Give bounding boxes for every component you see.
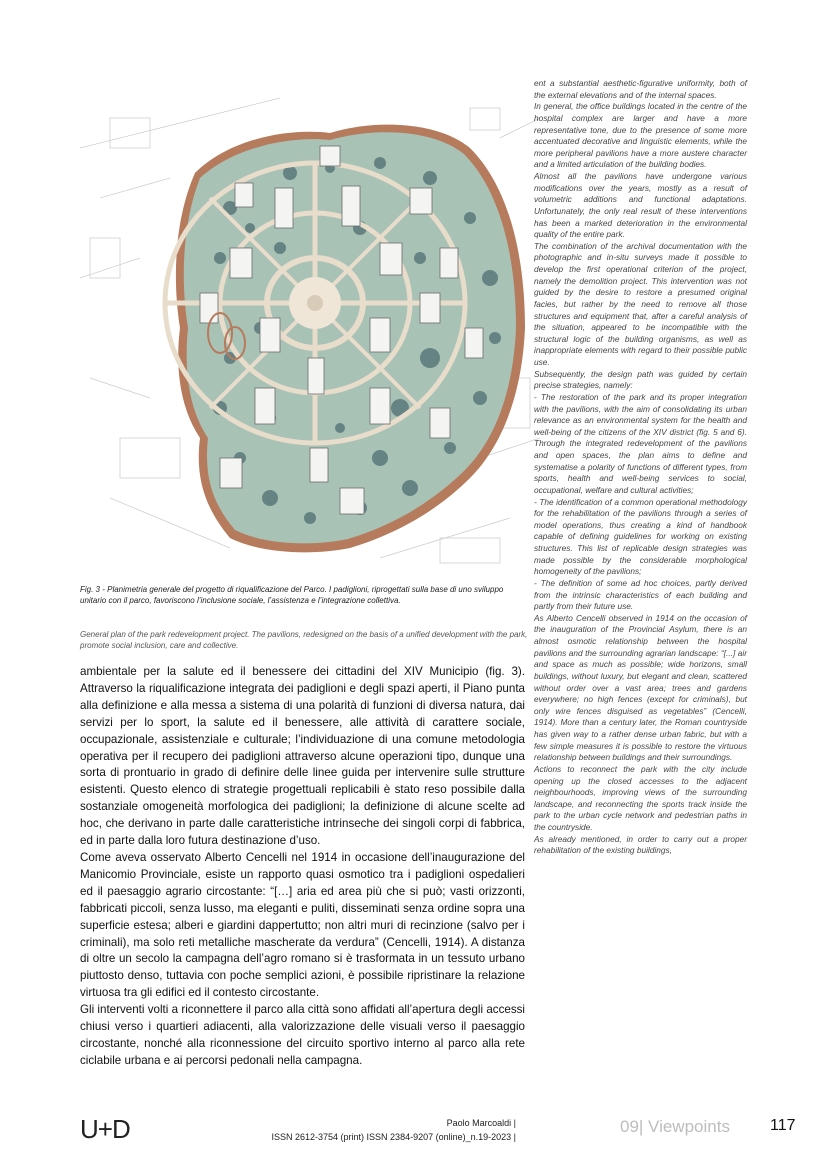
page-number: 117	[770, 1117, 796, 1134]
body-text-italian	[80, 664, 525, 1070]
english-paragraph: Subsequently, the design path was guided by certain precise strategies, namely:	[534, 368, 747, 391]
body-paragraph: ambientale per la salute ed il benessere dei cittadini del XIV Municipio (fig. 3). Attraverso la riqualificazione integrata dei padiglioni e degli spazi aperti, il Piano punta alla definizione e alla messa a sistema di una polarità di funzioni di diversa natura, dai servizi per lo sport, la salute ed il benessere, alle attività di carattere sociale, occupazionale, assistenziale e culturale; l’individuazione di una comune metodologia operativa per il recupero dei padiglioni attraverso alcune operazioni tipo, dunque una sorta di prontuario in grado di definire delle linee guida per intervenire sulle strutture esistenti. Questo elenco di strategie progettuali replicabili è stato reso possibile dalla sostanziale omogeneità morfologica dei padiglioni; la definizione di alcune scelte ad hoc, che derivano in parte dalle caratteristiche intrinseche dei singoli corpi di fabbrica, ed in parte dalla loro futura destinazione d’uso.	[80, 665, 525, 848]
body-paragraph: Gli interventi volti a riconnettere il parco alla città sono affidati all’apertura degli accessi chiusi verso i quartieri adiacenti, alla valorizzazione delle visuali verso il paesaggio circostante, nonché alla riconnessione del circuito sportivo interno al parco alla rete ciclabile urbana e ai percorsi pedonali nella campagna.	[80, 1003, 525, 1067]
body-text-english	[534, 78, 747, 857]
english-paragraph: In general, the office buildings located in the centre of the hospital complex are larger and have a more representative tone, due to the presence of some more accentuated decorative and linguistic elements, while the more peripheral pavilions have a more austere character and a limited articulation of the building bodies.	[534, 101, 747, 170]
footer-issn: ISSN 2612-3754 (print) ISSN 2384-9207 (online)_n.19-2023 |	[271, 1132, 516, 1142]
english-paragraph: - The definition of some ad hoc choices, partly derived from the intrinsic characteristics of each building and partly from their future use.	[534, 577, 747, 612]
english-paragraph: Almost all the pavilions have undergone various modifications over the years, mostly as a result of volumetric additions and functional adaptations. Unfortunately, the only real result of these interventions has been a marked deterioration in the environmental quality of the entire park.	[534, 171, 747, 240]
journal-logo: U+D	[80, 1114, 130, 1144]
english-paragraph: ent a substantial aesthetic-figurative uniformity, both of the external elevations and of the internal spaces.	[534, 78, 747, 100]
english-paragraph: As Alberto Cencelli observed in 1914 on the occasion of the inauguration of the Provincial Asylum, there is an almost osmotic relationship between the hospital pavilions and the surrounding agrarian landscape: “[...] air and space as much as possible; wide horizons, small buildings, without luxury, but elegant and clean, scattered without order over a vast area; trees and gardens everywhere; no high fences (except for criminals), but only wire fences disguised as vegetables” (Cencelli, 1914). More than a century later, the Roman countryside has given way to a rather dense urban fabric, but with a few simple measures it is possible to restore the virtuous relationship between buildings and their surroundings.	[534, 612, 747, 763]
park-masterplan-image	[80, 78, 540, 573]
english-paragraph: The combination of the archival documentation with the photographic and in-situ surveys made it possible to develop the first operational criterion of the project, namely the demolition project. This intervention was not guided by the desire to restore a presumed original facies, but rather by the need to remove all those structures and equipment that, after a careful analysis of the situation, appeared to be incompatible with the structural logic of the building organisms, as well as inappropriate elements with regard to their possible public use.	[534, 240, 747, 367]
figure-caption-italian: Fig. 3 - Planimetria generale del progetto di riqualificazione del Parco. I padiglioni, riprogettati sulla base di uno sviluppo unitario con il parco, favoriscono l’inclusione sociale, l’assistenza e l’integrazione collettiva.	[80, 585, 504, 605]
english-paragraph: As already mentioned, in order to carry out a proper rehabilitation of the existing buildings,	[534, 833, 747, 856]
footer-author: Paolo Marcoaldi |	[446, 1118, 516, 1128]
english-paragraph: Actions to reconnect the park with the city include opening up the closed accesses to the adjacent neighbourhoods, improving views of the surrounding landscape, and reconnecting the sports track inside the park to the urban cycle network and pedestrian paths in the countryside.	[534, 763, 747, 832]
figure-caption-english: General plan of the park redevelopment project. The pavilions, redesigned on the basis of a unified development with the park, promote social inclusion, care and collective.	[80, 630, 528, 650]
english-paragraph: - The identification of a common operational methodology for the rehabilitation of the pavilions through a series of model operations, thus creating a kind of handbook capable of defining guidelines for working on existing structures. This list of replicable design strategies was made possible by the considerable morphological homogeneity of the pavilions;	[534, 496, 747, 577]
english-paragraph: - The restoration of the park and its proper integration with the pavilions, with the aim of consolidating its urban relevance as an environmental system for the health and well-being of the citizens of the XIV district (fig. 5 and 6). Through the integrated redevelopment of the pavilions and open spaces, the plan aims to define and systematise a polarity of functions of different types, from sports, health and well-being services to social, occupational, welfare and cultural activities;	[534, 391, 747, 495]
footer-section-label: 09| Viewpoints	[620, 1117, 730, 1136]
park-masterplan-figure	[80, 78, 540, 573]
body-paragraph: Come aveva osservato Alberto Cencelli nel 1914 in occasione dell’inaugurazione del Manicomio Provinciale, esiste un rapporto quasi osmotico tra i padiglioni ospedalieri ed il paesaggio agrario circostante: “[…] aria ed area più che si può; vasti orizzonti, fabbricati piccoli, senza lusso, ma eleganti e puliti, disseminati senza ordine sopra una superficie estesa; alberi e giardini dappertutto; non altri muri di recinzione (salvo per i criminali), ma solo reti metalliche mascherate da verdura” (Cencelli, 1914). A distanza di oltre un secolo la campagna dell’agro romano si è trasformata in un tessuto urbano piuttosto denso, tuttavia con poche semplici azioni, è possibile ripristinare la relazione virtuosa tra gli edifici ed il contesto circostante.	[80, 850, 525, 1000]
